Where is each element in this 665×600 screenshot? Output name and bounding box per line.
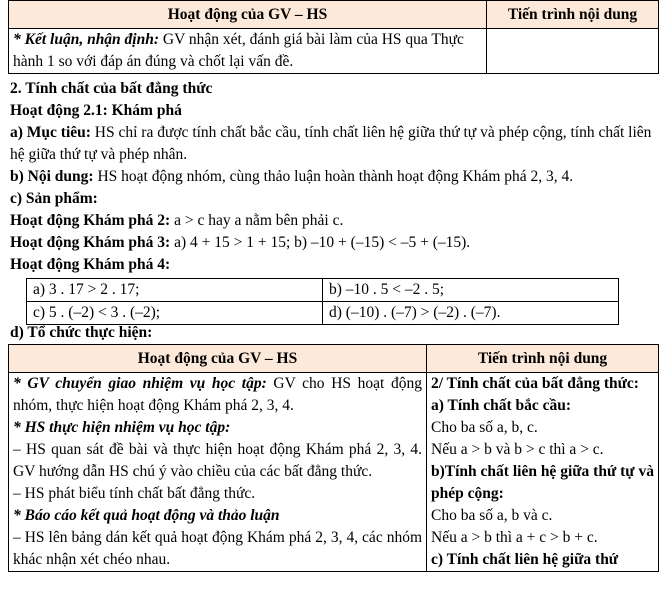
- task-do-text-2: – HS phát biểu tính chất bất đẳng thức.: [13, 485, 256, 502]
- content-label: b) Nội dung:: [10, 168, 94, 185]
- task-do-label: * HS thực hiện nhiệm vụ học tập:: [13, 419, 231, 436]
- top-table-header-content: Tiến trình nội dung: [487, 1, 659, 29]
- conclusion-text: GV nhận xét, đánh giá bài làm của HS qua Thực hành 1 so với đáp án đúng và chốt lại vấn đề.: [13, 31, 464, 70]
- report-text: – HS lên bảng dán kết quả hoạt động Khám phá 2, 3, 4, các nhóm khác nhận xét chéo nhau.: [13, 529, 422, 568]
- bottom-table: [8, 344, 659, 572]
- top-table: [8, 0, 659, 74]
- addition-heading: b)Tính chất liên hệ giữa thứ tự và phép cộng:: [431, 463, 654, 502]
- multiplication-heading: c) Tính chất liên hệ giữa thứ: [431, 551, 619, 568]
- kp2-label: Hoạt động Khám phá 2:: [10, 212, 171, 229]
- kp4-table: [26, 278, 619, 325]
- content-text: HS hoạt động nhóm, cùng thảo luận hoàn thành hoạt động Khám phá 2, 3, 4.: [93, 168, 574, 185]
- addition-rule: Nếu a > b thì a + c > b + c.: [431, 529, 598, 546]
- content-paragraph: [10, 166, 660, 188]
- top-table-conclusion-cell: [9, 29, 487, 74]
- bottom-table-header-activity: Hoạt động của GV – HS: [9, 345, 427, 373]
- kp3-line: [10, 232, 660, 254]
- goal-paragraph: [10, 122, 660, 166]
- bottom-table-header-content: Tiến trình nội dung: [427, 345, 659, 373]
- property-heading: 2/ Tính chất của bất đẳng thức:: [431, 375, 639, 392]
- section-title: 2. Tính chất của bất đẳng thức: [10, 80, 213, 97]
- product-heading: c) Sản phẩm:: [10, 190, 98, 207]
- organization-heading: d) Tổ chức thực hiện:: [10, 324, 153, 341]
- goal-text: HS chỉ ra được tính chất bắc cầu, tính chất liên hệ giữa thứ tự và phép cộng, tính chất liên hệ giữa thứ tự và phép nhân.: [10, 124, 652, 163]
- task-assign-paragraph: [13, 373, 422, 417]
- kp4-cell-c: c) 5 . (–2) < 3 . (–2);: [27, 302, 323, 325]
- transitive-given: Cho ba số a, b, c.: [431, 419, 538, 436]
- goal-label: a) Mục tiêu:: [10, 124, 91, 141]
- activity-title: Hoạt động 2.1: Khám phá: [10, 102, 182, 119]
- task-assign-label: * GV chuyển giao nhiệm vụ học tập:: [13, 375, 267, 392]
- transitive-heading: a) Tính chất bắc cầu:: [431, 397, 572, 414]
- report-label: * Báo cáo kết quả hoạt động và thảo luận: [13, 507, 280, 524]
- top-table-empty-cell: [487, 29, 659, 74]
- kp3-label: Hoạt động Khám phá 3:: [10, 234, 171, 251]
- kp2-text: a > c hay a nằm bên phải c.: [170, 212, 344, 229]
- transitive-rule: Nếu a > b và b > c thì a > c.: [431, 441, 604, 458]
- kp4-cell-a: a) 3 . 17 > 2 . 17;: [27, 279, 323, 302]
- bottom-table-content-cell: [427, 373, 659, 572]
- top-table-header-activity: Hoạt động của GV – HS: [9, 1, 487, 29]
- task-assign-text: GV cho HS hoạt động nhóm, thực hiện hoạt động Khám phá 2, 3, 4.: [13, 375, 422, 414]
- task-do-text-1: – HS quan sát đề bài và thực hiện hoạt động Khám phá 2, 3, 4. GV hướng dẫn HS chú ý vào chiều của các bất đẳng thức.: [13, 441, 422, 480]
- kp4-cell-d: d) (–10) . (–7) > (–2) . (–7).: [323, 302, 619, 325]
- kp4-cell-b: b) –10 . 5 < –2 . 5;: [323, 279, 619, 302]
- conclusion-label: * Kết luận, nhận định:: [13, 31, 160, 48]
- kp3-text: a) 4 + 15 > 1 + 15; b) –10 + (–15) < –5 + (–15).: [170, 234, 471, 251]
- kp2-line: [10, 210, 660, 232]
- kp4-heading: Hoạt động Khám phá 4:: [10, 256, 171, 273]
- addition-given: Cho ba số a, b và c.: [431, 507, 553, 524]
- bottom-table-activity-cell: [9, 373, 427, 572]
